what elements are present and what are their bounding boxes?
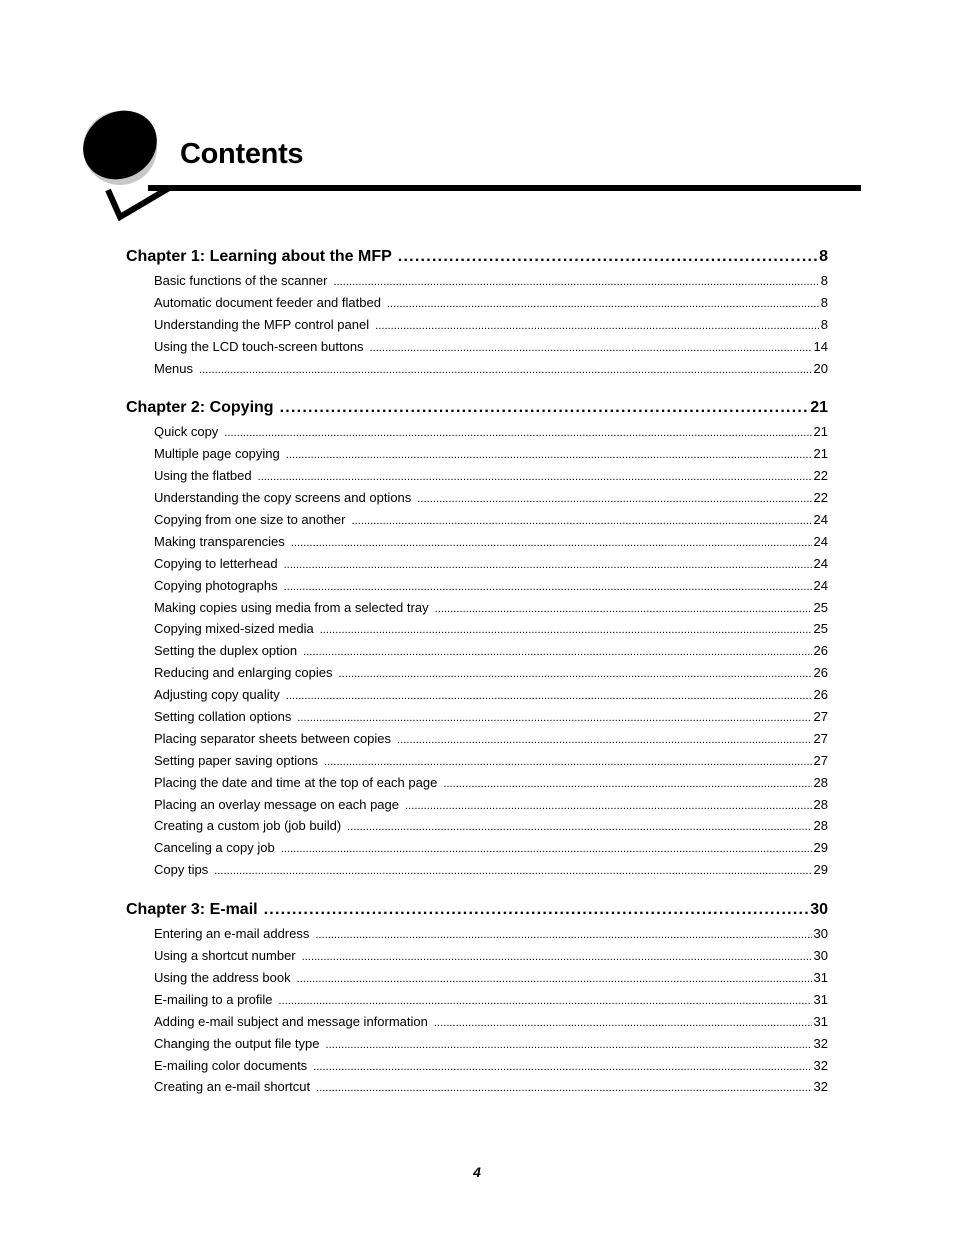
dot-leader (291, 531, 812, 555)
entry-title: Placing the date and time at the top of each page (154, 774, 438, 790)
dot-leader (339, 662, 812, 686)
toc-entry-link[interactable] (126, 815, 828, 837)
entry-title: Understanding the copy screens and options (154, 490, 412, 506)
entry-title: Placing an overlay message on each page (154, 796, 399, 812)
toc-entry-link[interactable] (126, 750, 828, 772)
entry-page-number: 31 (813, 969, 828, 985)
dot-leader (303, 640, 811, 664)
dot-leader (417, 487, 811, 511)
dot-leader (214, 859, 811, 883)
toc-entry-link[interactable] (126, 640, 828, 662)
entry-page-number: 8 (820, 316, 828, 332)
entry-page-number: 14 (813, 338, 828, 354)
entry-title: Setting collation options (154, 709, 292, 725)
entry-page-number: 26 (813, 687, 828, 703)
entry-page-number: 24 (813, 577, 828, 593)
page-number: 4 (473, 1164, 481, 1180)
entry-title: Adding e-mail subject and message information (154, 1013, 428, 1029)
toc-entry-link[interactable] (126, 1076, 828, 1098)
toc-entry-link[interactable] (126, 314, 828, 336)
dot-leader (387, 292, 819, 316)
dot-leader (320, 618, 812, 642)
toc-entry-link[interactable] (126, 945, 828, 967)
toc-entry-link[interactable] (126, 728, 828, 750)
entry-page-number: 29 (813, 862, 828, 878)
entry-title: Automatic document feeder and flatbed (154, 294, 381, 310)
entry-title: E-mailing color documents (154, 1057, 308, 1073)
toc-chapter-link[interactable] (126, 897, 828, 923)
entry-title: Creating an e-mail shortcut (154, 1079, 311, 1095)
toc-entry-link[interactable] (126, 487, 828, 509)
entry-title: Using the flatbed (154, 468, 252, 484)
dot-leader (297, 967, 812, 991)
toc-entry-link[interactable] (126, 923, 828, 945)
entry-page-number: 29 (813, 840, 828, 856)
dot-leader (224, 421, 811, 445)
dot-leader (405, 794, 812, 818)
chapter-page-number: 8 (819, 248, 828, 265)
toc-entry-link[interactable] (126, 837, 828, 859)
entry-page-number: 27 (813, 709, 828, 725)
entry-page-number: 30 (813, 926, 828, 942)
entry-page-number: 28 (813, 796, 828, 812)
entry-page-number: 22 (813, 490, 828, 506)
dot-leader (315, 923, 811, 947)
toc-chapter-section (126, 244, 828, 379)
entry-page-number: 22 (813, 468, 828, 484)
dot-leader (398, 244, 817, 270)
entry-page-number: 27 (813, 730, 828, 746)
toc-entry-link[interactable] (126, 531, 828, 553)
entry-title: Changing the output file type (154, 1035, 320, 1051)
entry-page-number: 32 (813, 1057, 828, 1073)
toc-chapter-link[interactable] (126, 244, 828, 270)
entry-title: Quick copy (154, 424, 219, 440)
entry-page-number: 20 (813, 360, 828, 376)
entry-title: Understanding the MFP control panel (154, 316, 370, 332)
dot-leader (264, 897, 809, 923)
entry-title: Copying photographs (154, 577, 278, 593)
chapter-page-number: 21 (810, 399, 828, 417)
toc-chapter-section (126, 897, 828, 1098)
entry-page-number: 21 (813, 446, 828, 462)
dot-leader (397, 728, 811, 752)
entry-page-number: 21 (813, 424, 828, 440)
entry-title: Making copies using media from a selected tray (154, 599, 429, 615)
toc-entry-link[interactable] (126, 706, 828, 728)
dot-leader (435, 597, 812, 621)
title-rule (148, 185, 861, 191)
toc-entry-link[interactable] (126, 509, 828, 531)
entry-page-number: 31 (813, 1013, 828, 1029)
toc-entry-link[interactable] (126, 989, 828, 1011)
dot-leader (326, 1033, 812, 1057)
entry-title: Making transparencies (154, 533, 285, 549)
entry-page-number: 26 (813, 665, 828, 681)
entry-page-number: 8 (820, 294, 828, 310)
dot-leader (302, 945, 812, 969)
page-title: Contents (180, 138, 304, 170)
dot-leader (370, 336, 812, 360)
entry-page-number: 32 (813, 1079, 828, 1095)
dot-leader (375, 314, 819, 338)
dot-leader (280, 395, 809, 421)
toc-entry-link[interactable] (126, 772, 828, 794)
toc-entry-link[interactable] (126, 336, 828, 358)
dot-leader (284, 553, 812, 577)
toc-entry-link[interactable] (126, 465, 828, 487)
toc-entry-link[interactable] (126, 967, 828, 989)
entry-title: Reducing and enlarging copies (154, 665, 333, 681)
entry-title: Placing separator sheets between copies (154, 730, 392, 746)
entry-title: Copying from one size to another (154, 512, 346, 528)
entry-title: Multiple page copying (154, 446, 280, 462)
toc-chapter-link[interactable] (126, 395, 828, 421)
toc-entry-link[interactable] (126, 443, 828, 465)
entry-page-number: 28 (813, 774, 828, 790)
entry-page-number: 24 (813, 533, 828, 549)
toc-entry-link[interactable] (126, 1033, 828, 1055)
toc-entry-link[interactable] (126, 270, 828, 292)
entry-title: Using the LCD touch-screen buttons (154, 338, 364, 354)
entry-title: Basic functions of the scanner (154, 273, 328, 288)
dot-leader (284, 575, 812, 599)
entry-title: Setting paper saving options (154, 752, 319, 768)
chapter-title: Chapter 1: Learning about the MFP (126, 248, 392, 265)
entry-title: Using a shortcut number (154, 948, 296, 964)
dot-leader (347, 815, 811, 839)
toc-entry-link[interactable] (126, 794, 828, 816)
entry-title: Copy tips (154, 862, 209, 878)
dot-leader (324, 750, 811, 774)
entry-page-number: 25 (813, 621, 828, 637)
chapter-page-number: 30 (810, 901, 828, 919)
toc-entry-link[interactable] (126, 358, 828, 380)
dot-leader (286, 684, 812, 708)
toc-entry-link[interactable] (126, 421, 828, 443)
entry-page-number: 30 (813, 948, 828, 964)
dot-leader (333, 270, 818, 294)
entry-page-number: 32 (813, 1035, 828, 1051)
dot-leader (316, 1076, 811, 1100)
dot-leader (279, 989, 812, 1013)
toc-entry-link[interactable] (126, 662, 828, 684)
entry-title: Using the address book (154, 969, 291, 985)
entry-page-number: 31 (813, 991, 828, 1007)
toc-entry-link[interactable] (126, 292, 828, 314)
entry-page-number: 25 (813, 599, 828, 615)
toc-entry-link[interactable] (126, 597, 828, 619)
entry-page-number: 24 (813, 555, 828, 571)
entry-title: Adjusting copy quality (154, 687, 280, 703)
toc-entry-link[interactable] (126, 1011, 828, 1033)
dot-leader (443, 772, 811, 796)
entry-page-number: 28 (813, 818, 828, 834)
dot-leader (352, 509, 812, 533)
entry-page-number: 8 (820, 273, 828, 288)
toc-entry-link[interactable] (126, 684, 828, 706)
dot-leader (199, 358, 812, 382)
entry-title: Creating a custom job (job build) (154, 818, 342, 834)
table-of-contents (126, 244, 828, 1104)
entry-title: Setting the duplex option (154, 643, 298, 659)
chapter-logo-graphic (76, 108, 176, 223)
dot-leader (286, 443, 812, 467)
toc-entry-link[interactable] (126, 859, 828, 881)
toc-chapter-section (126, 395, 828, 881)
toc-entry-link[interactable] (126, 1055, 828, 1077)
dot-leader (434, 1011, 812, 1035)
dot-leader (281, 837, 812, 861)
toc-entry-link[interactable] (126, 553, 828, 575)
entry-page-number: 27 (813, 752, 828, 768)
chapter-title: Chapter 2: Copying (126, 399, 274, 417)
toc-entry-link[interactable] (126, 618, 828, 640)
entry-page-number: 24 (813, 512, 828, 528)
entry-title: Canceling a copy job (154, 840, 275, 856)
entry-title: Entering an e-mail address (154, 926, 310, 942)
entry-title: Menus (154, 360, 194, 376)
entry-title: E-mailing to a profile (154, 991, 273, 1007)
entry-title: Copying mixed-sized media (154, 621, 314, 637)
dot-leader (258, 465, 812, 489)
toc-entry-link[interactable] (126, 575, 828, 597)
dot-leader (297, 706, 811, 730)
entry-title: Copying to letterhead (154, 555, 278, 571)
chapter-title: Chapter 3: E-mail (126, 901, 258, 919)
entry-page-number: 26 (813, 643, 828, 659)
dot-leader (313, 1055, 811, 1079)
